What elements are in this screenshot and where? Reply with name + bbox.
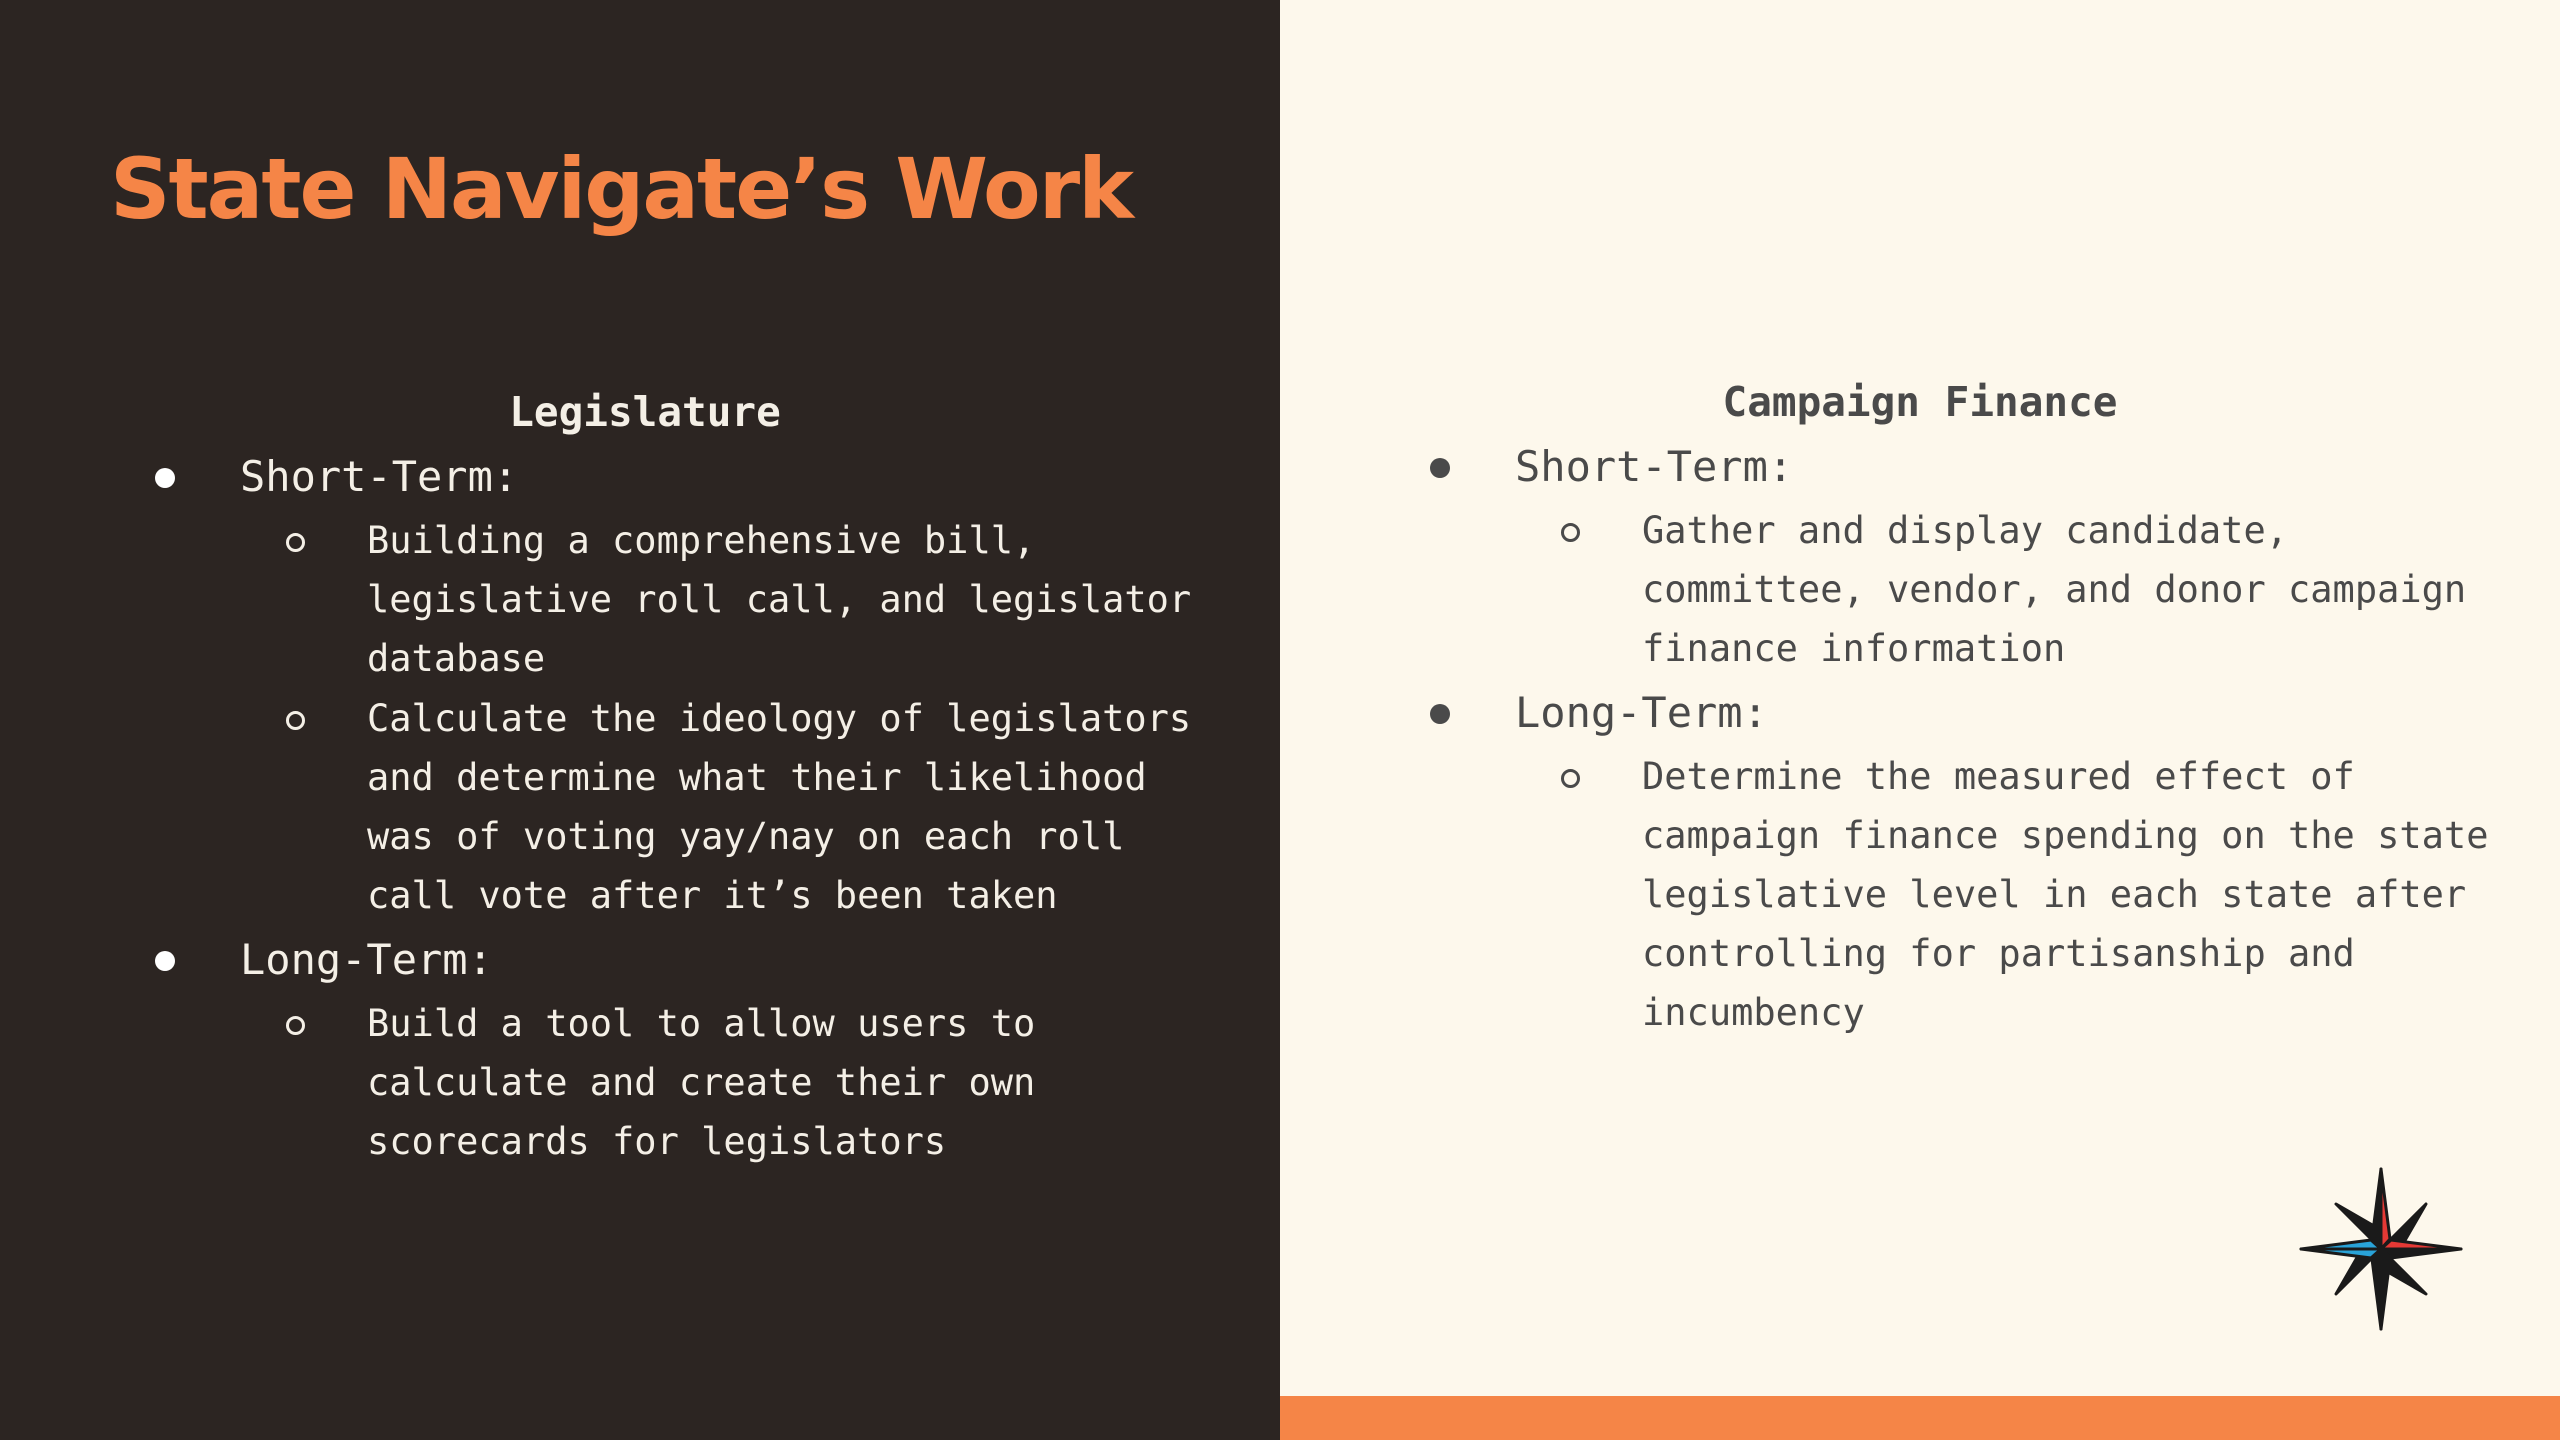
bullet-dot-icon — [1430, 704, 1450, 724]
item-line: Gather and display candidate, — [1642, 509, 2289, 552]
accent-bar — [1280, 1396, 2560, 1440]
item-line: campaign finance spending on the state — [1642, 814, 2489, 857]
item-line: committee, vendor, and donor campaign — [1642, 568, 2467, 611]
item-line: incumbency — [1642, 991, 1865, 1034]
campaign-finance-short-term — [1280, 434, 2560, 500]
item-line: finance information — [1642, 627, 2066, 670]
campaign-finance-column — [1280, 372, 2560, 1042]
item-line: legislative roll call, and legislator — [367, 578, 1192, 621]
bullet-dot-icon — [1430, 458, 1450, 478]
compass-star-icon — [2296, 1164, 2466, 1334]
item-line: was of voting yay/nay on each roll — [367, 815, 1125, 858]
item-line: Calculate the ideology of legislators — [367, 697, 1192, 740]
item-line: database — [367, 637, 546, 680]
campaign-finance-long-term — [1280, 680, 2560, 746]
campaign-finance-short-term-item-1 — [1280, 501, 2467, 678]
item-line: Build a tool to allow users to — [367, 1002, 1036, 1045]
legislature-long-term — [0, 927, 1280, 993]
bullet-circle-icon — [286, 711, 305, 730]
bullet-circle-icon — [286, 1016, 305, 1035]
item-line: controlling for partisanship and — [1642, 932, 2355, 975]
bullet-circle-icon — [1561, 523, 1580, 542]
legislature-column — [0, 382, 1280, 1171]
item-line: Building a comprehensive bill, — [367, 519, 1036, 562]
long-term-label: Long-Term: — [240, 935, 493, 984]
campaign-finance-long-term-item-1 — [1280, 747, 2489, 1042]
slide-title: State Navigate’s Work — [110, 140, 1132, 238]
item-line: calculate and create their own — [367, 1061, 1036, 1104]
legislature-short-term-item-1 — [0, 511, 1192, 688]
legislature-short-term-item-2 — [0, 689, 1192, 925]
short-term-label: Short-Term: — [1515, 442, 1794, 491]
long-term-label: Long-Term: — [1515, 688, 1768, 737]
bullet-dot-icon — [155, 468, 175, 488]
bullet-dot-icon — [155, 951, 175, 971]
item-line: call vote after it’s been taken — [367, 874, 1058, 917]
legislature-long-term-item-1 — [0, 994, 1167, 1171]
item-line: scorecards for legislators — [367, 1120, 947, 1163]
short-term-label: Short-Term: — [240, 452, 519, 501]
item-line: and determine what their likelihood — [367, 756, 1147, 799]
legislature-heading: Legislature — [509, 388, 781, 436]
legislature-short-term — [0, 444, 1280, 510]
campaign-finance-heading: Campaign Finance — [1722, 378, 2118, 426]
bullet-circle-icon — [1561, 769, 1580, 788]
item-line: legislative level in each state after — [1642, 873, 2467, 916]
item-line: Determine the measured effect of — [1642, 755, 2355, 798]
bullet-circle-icon — [286, 533, 305, 552]
